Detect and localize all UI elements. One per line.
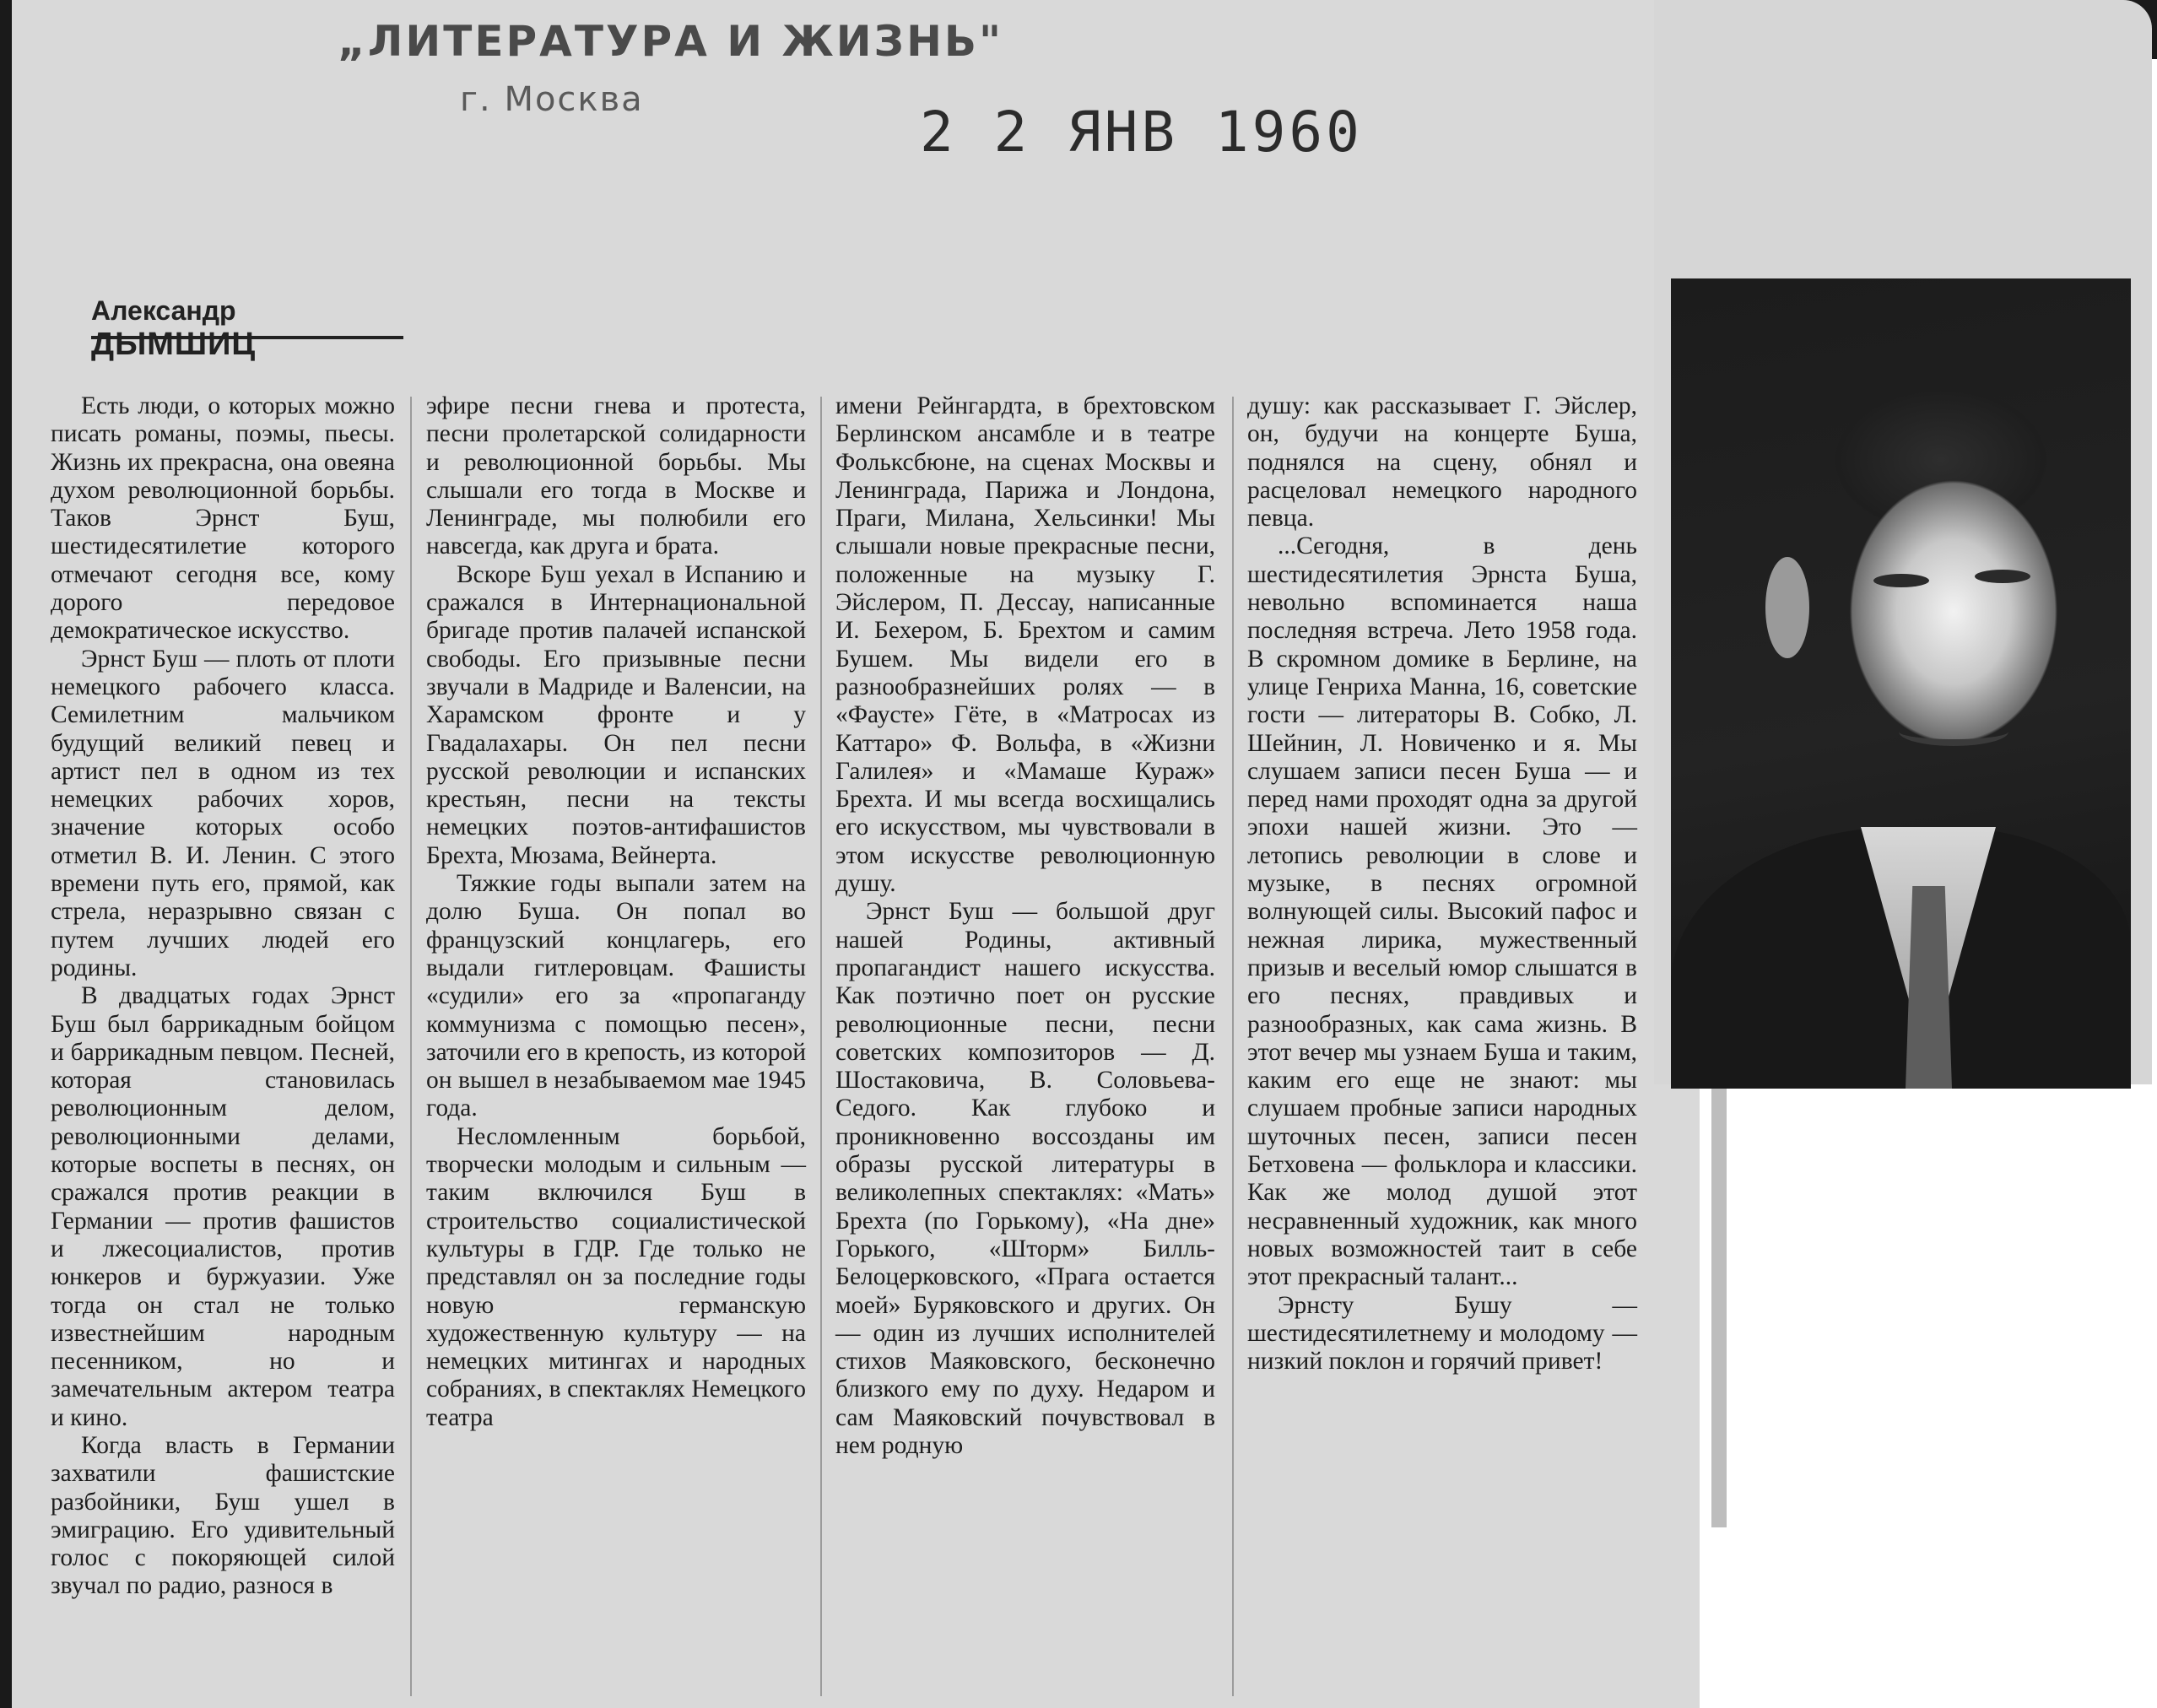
paragraph: Эрнст Буш — плоть от плоти немецкого рабочего класса. Семилетним мальчиком будущий великий певец и артист пел в одном из тех немецких рабочих хоров, значение которых особо отметил В. И. Ленин. С этого времени путь его, прямой, как стрела, неразрывно связан с путем лучших людей его родины. [51, 645, 395, 981]
headline-container [462, 272, 1560, 373]
column-divider [1232, 397, 1234, 1696]
author-byline [91, 295, 403, 362]
author-first-name: Александр [91, 295, 236, 326]
article-column-1 [51, 392, 395, 1601]
date-stamp: 2 2 ЯНВ 1960 [920, 100, 1363, 165]
paragraph: ...Сегодня, в день шестидесятилетия Эрнста Буша, невольно вспоминается наша последняя встреча. Лето 1958 года. В скромном домике в Берлине, на улице Генриха Манна, 16, советские гости — литераторы В. Собко, Л. Шейнин, Л. Новиченко и я. Мы слушаем записи песен Буша — и перед нами проходят одна за другой эпохи нашей жизни. Это — летопись революции в слове и музыке, в песнях огромной волнующей силы. Высокий пафос и нежная лирика, мужественный призыв и веселый юмор слышатся в его песнях, правдивых и разнообразных, как сама жизнь. В этот вечер мы узнаем Буша и таким, каким его еще не знают: мы слушаем пробные записи народных шуточных песен, записи песен Бетховена — фольклора и классики. Как же молод душой этот несравненный художник, как много новых возможностей таит в себе этот прекрасный талант... [1247, 532, 1637, 1291]
portrait-ear [1765, 557, 1809, 658]
paragraph: Вскоре Буш уехал в Испанию и сражался в Интернациональной бригаде против палачей испанской свободы. Его призывные песни звучали в Мадриде и Валенсии, на Харамском фронте и у Гвадалахары. Он пел песни русской революции и испанских крестьян, песни на тексты немецких поэтов-антифашистов Брехта, Мюзама, Вейнерта. [426, 560, 806, 869]
portrait-eye-right [1975, 570, 2030, 583]
portrait-tie [1906, 886, 1952, 1089]
paragraph: душу: как рассказывает Г. Эйслер, он, будучи на концерте Буша, поднялся на сцену, обнял и расцеловал немецкого народного певца. [1247, 392, 1637, 532]
column-divider [410, 397, 412, 1696]
paragraph: эфире песни гнева и протеста, песни пролетарской солидарности и революционной борьбы. Мы слышали его тогда в Москве и Ленинграде, мы полюбили его навсегда, как друга и брата. [426, 392, 806, 560]
paragraph: Эрнст Буш — большой друг нашей Родины, активный пропагандист нашего искусства. Как поэтично поет он русские революционные песни, песни советских композиторов — Д. Шостаковича, В. Соловьева-Седого. Как глубоко и проникновенно воссозданы им образы русской литературы в великолепных спектаклях: «Мать» Брехта (по Горькому), «На дне» Горького, «Шторм» Билль-Белоцерковского, «Прага остается моей» Буряковского и других. Он — один из лучших исполнителей стихов Маяковского, бесконечно близкого ему по духу. Недаром и сам Маяковский почувствовал в нем родную [835, 898, 1215, 1459]
paragraph: Эрнсту Бушу — шестидесятилетнему и молодому — низкий поклон и горячий привет! [1247, 1291, 1637, 1376]
portrait-eye-left [1873, 574, 1929, 587]
paragraph: В двадцатых годах Эрнст Буш был баррикадным бойцом и баррикадным певцом. Песней, которая становилась революционным делом, революционными делами, которые воспеты в песнях, он сражался против реакции в Германии — против фашистов и лжесоциалистов, против юнкеров и буржуазии. Уже тогда он стал не только известнейшим народным песенником, но и замечательным актером театра и кино. [51, 982, 395, 1431]
paragraph: Несломленным борьбой, творчески молодым и сильным — таким включился Буш в строительство социалистической культуры в ГДР. Где только не представлял он за последние годы новую германскую художественную культуру — на немецких митингах и народных собраниях, в спектаклях Немецкого театра [426, 1122, 806, 1431]
paragraph: имени Рейнгардта, в брехтовском Берлинском ансамбле и в театре Фольксбюне, на сценах Москвы и Ленинграда, Парижа и Лондона, Праги, Милана, Хельсинки! Мы слышали новые прекрасные песни, положенные на музыку Г. Эйслером, П. Дессау, написанные И. Бехером, Б. Брехтом и самим Бушем. Мы видели его в разнообразнейших ролях — в «Фаусте» Гёте, в «Матросах из Каттаро» Ф. Вольфа, в «Жизни Галилея» и «Мамаше Кураж» Брехта. И мы всегда восхищались его искусством, мы чувствовали в этом искусстве революционную душу. [835, 392, 1215, 898]
article-column-4 [1247, 392, 1637, 1376]
paper-edge-shadow [1711, 1089, 1727, 1527]
author-surname: ДЫМШИЦ [91, 327, 257, 362]
paragraph: Тяжкие годы выпали затем на долю Буша. Он попал во французский концлагерь, его выдали гитлеровцам. Фашисты «судили» его за «пропаганду коммунизма с помощью песен», заточили его в крепость, из которой он вышел в незабываемом мае 1945 года. [426, 870, 806, 1122]
article-column-2 [426, 392, 806, 1432]
article-column-3 [835, 392, 1215, 1460]
column-divider [820, 397, 822, 1696]
paragraph: Есть люди, о которых можно писать романы, поэмы, пьесы. Жизнь их прекрасна, она овеяна духом революционной борьбы. Таков Эрнст Буш, шестидесятилетие которого отмечают сегодня все, кому дорого передовое демократическое искусство. [51, 392, 395, 645]
portrait-mouth [1899, 717, 2008, 746]
newspaper-name-stamp: „ЛИТЕРАТУРА И ЖИЗНЬ" [338, 17, 1004, 66]
portrait-photo [1671, 278, 2131, 1089]
city-stamp: г. Москва [460, 80, 644, 119]
paragraph: Когда власть в Германии захватили фашистские разбойники, Буш ушел в эмиграцию. Его удивительный голос с покоряющей силой звучал по радио, разнося в [51, 1431, 395, 1600]
